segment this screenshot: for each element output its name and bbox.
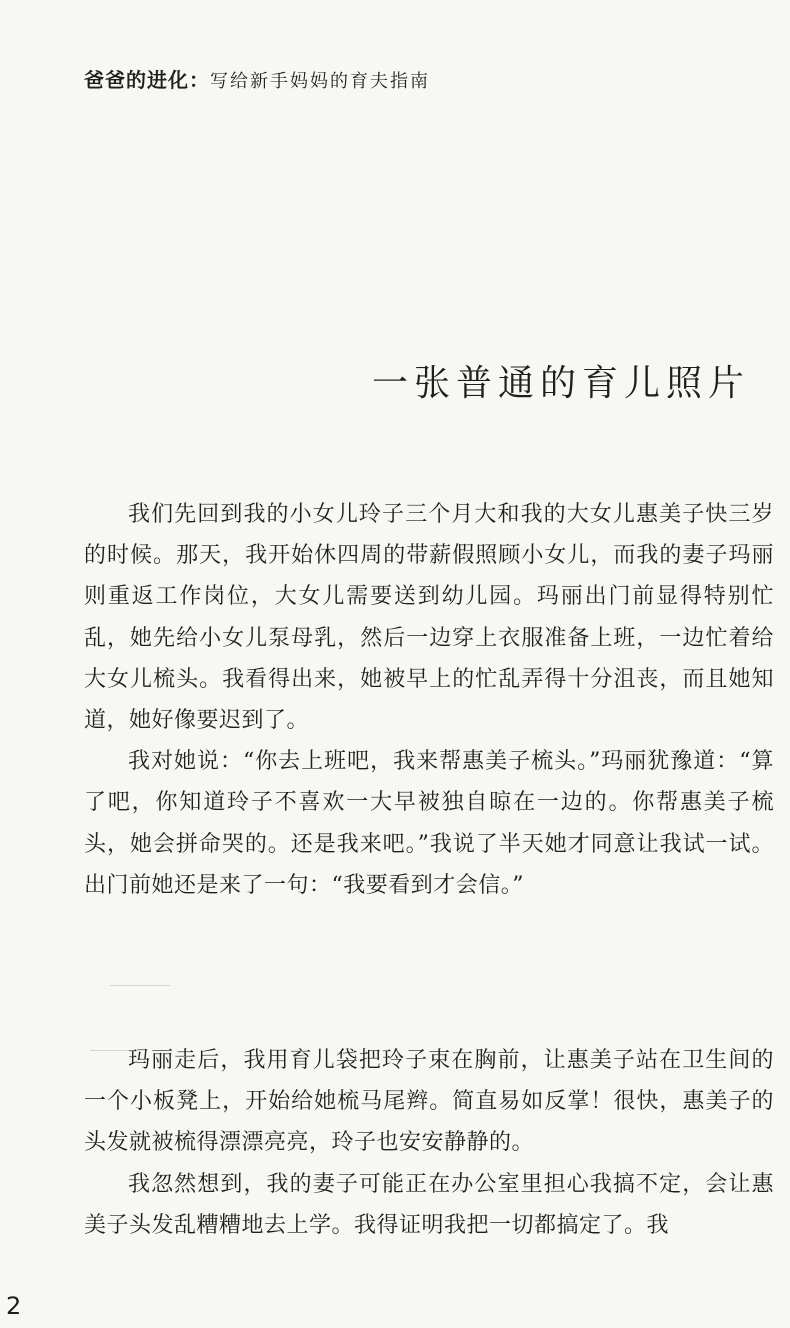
paragraph: 玛丽走后，我用育儿袋把玲子束在胸前，让惠美子站在卫生间的一个小板凳上，开始给她梳马尾辫。简直易如反掌！很快，惠美子的头发就被梳得漂漂亮亮，玲子也安安静静的。: [84, 1048, 774, 1156]
chapter-title: 一张普通的育儿照片: [371, 363, 750, 404]
body-text-block-2: [84, 1040, 774, 1246]
paragraph: 我对她说：“你去上班吧，我来帮惠美子梳头。”玛丽犹豫道：“算了吧，你知道玲子不喜欢一大早被独自晾在一边的。你帮惠美子梳头，她会拼命哭的。还是我来吧。”我说了半天她才同意让我试一试。出门前她还是来了一句：“我要看到才会信。”: [84, 749, 774, 898]
running-head-title: 爸爸的进化：: [84, 68, 210, 92]
running-head-subtitle: 写给新手妈妈的育夫指南: [210, 71, 430, 92]
page-number: 2: [6, 1292, 22, 1320]
paragraph: 我们先回到我的小女儿玲子三个月大和我的大女儿惠美子快三岁的时候。那天，我开始休四周的带薪假照顾小女儿，而我的妻子玛丽则重返工作岗位，大女儿需要送到幼儿园。玛丽出门前显得特别忙乱，她先给小女儿泵母乳，然后一边穿上衣服准备上班，一边忙着给大女儿梳头。我看得出来，她被早上的忙乱弄得十分沮丧，而且她知道，她好像要迟到了。: [84, 502, 774, 734]
running-head: [84, 64, 430, 93]
paragraph: 我忽然想到，我的妻子可能正在办公室里担心我搞不定，会让惠美子头发乱糟糟地去上学。我得证明我把一切都搞定了。我: [84, 1171, 774, 1238]
body-text-block-1: [84, 494, 774, 906]
scan-mark: [110, 985, 170, 986]
